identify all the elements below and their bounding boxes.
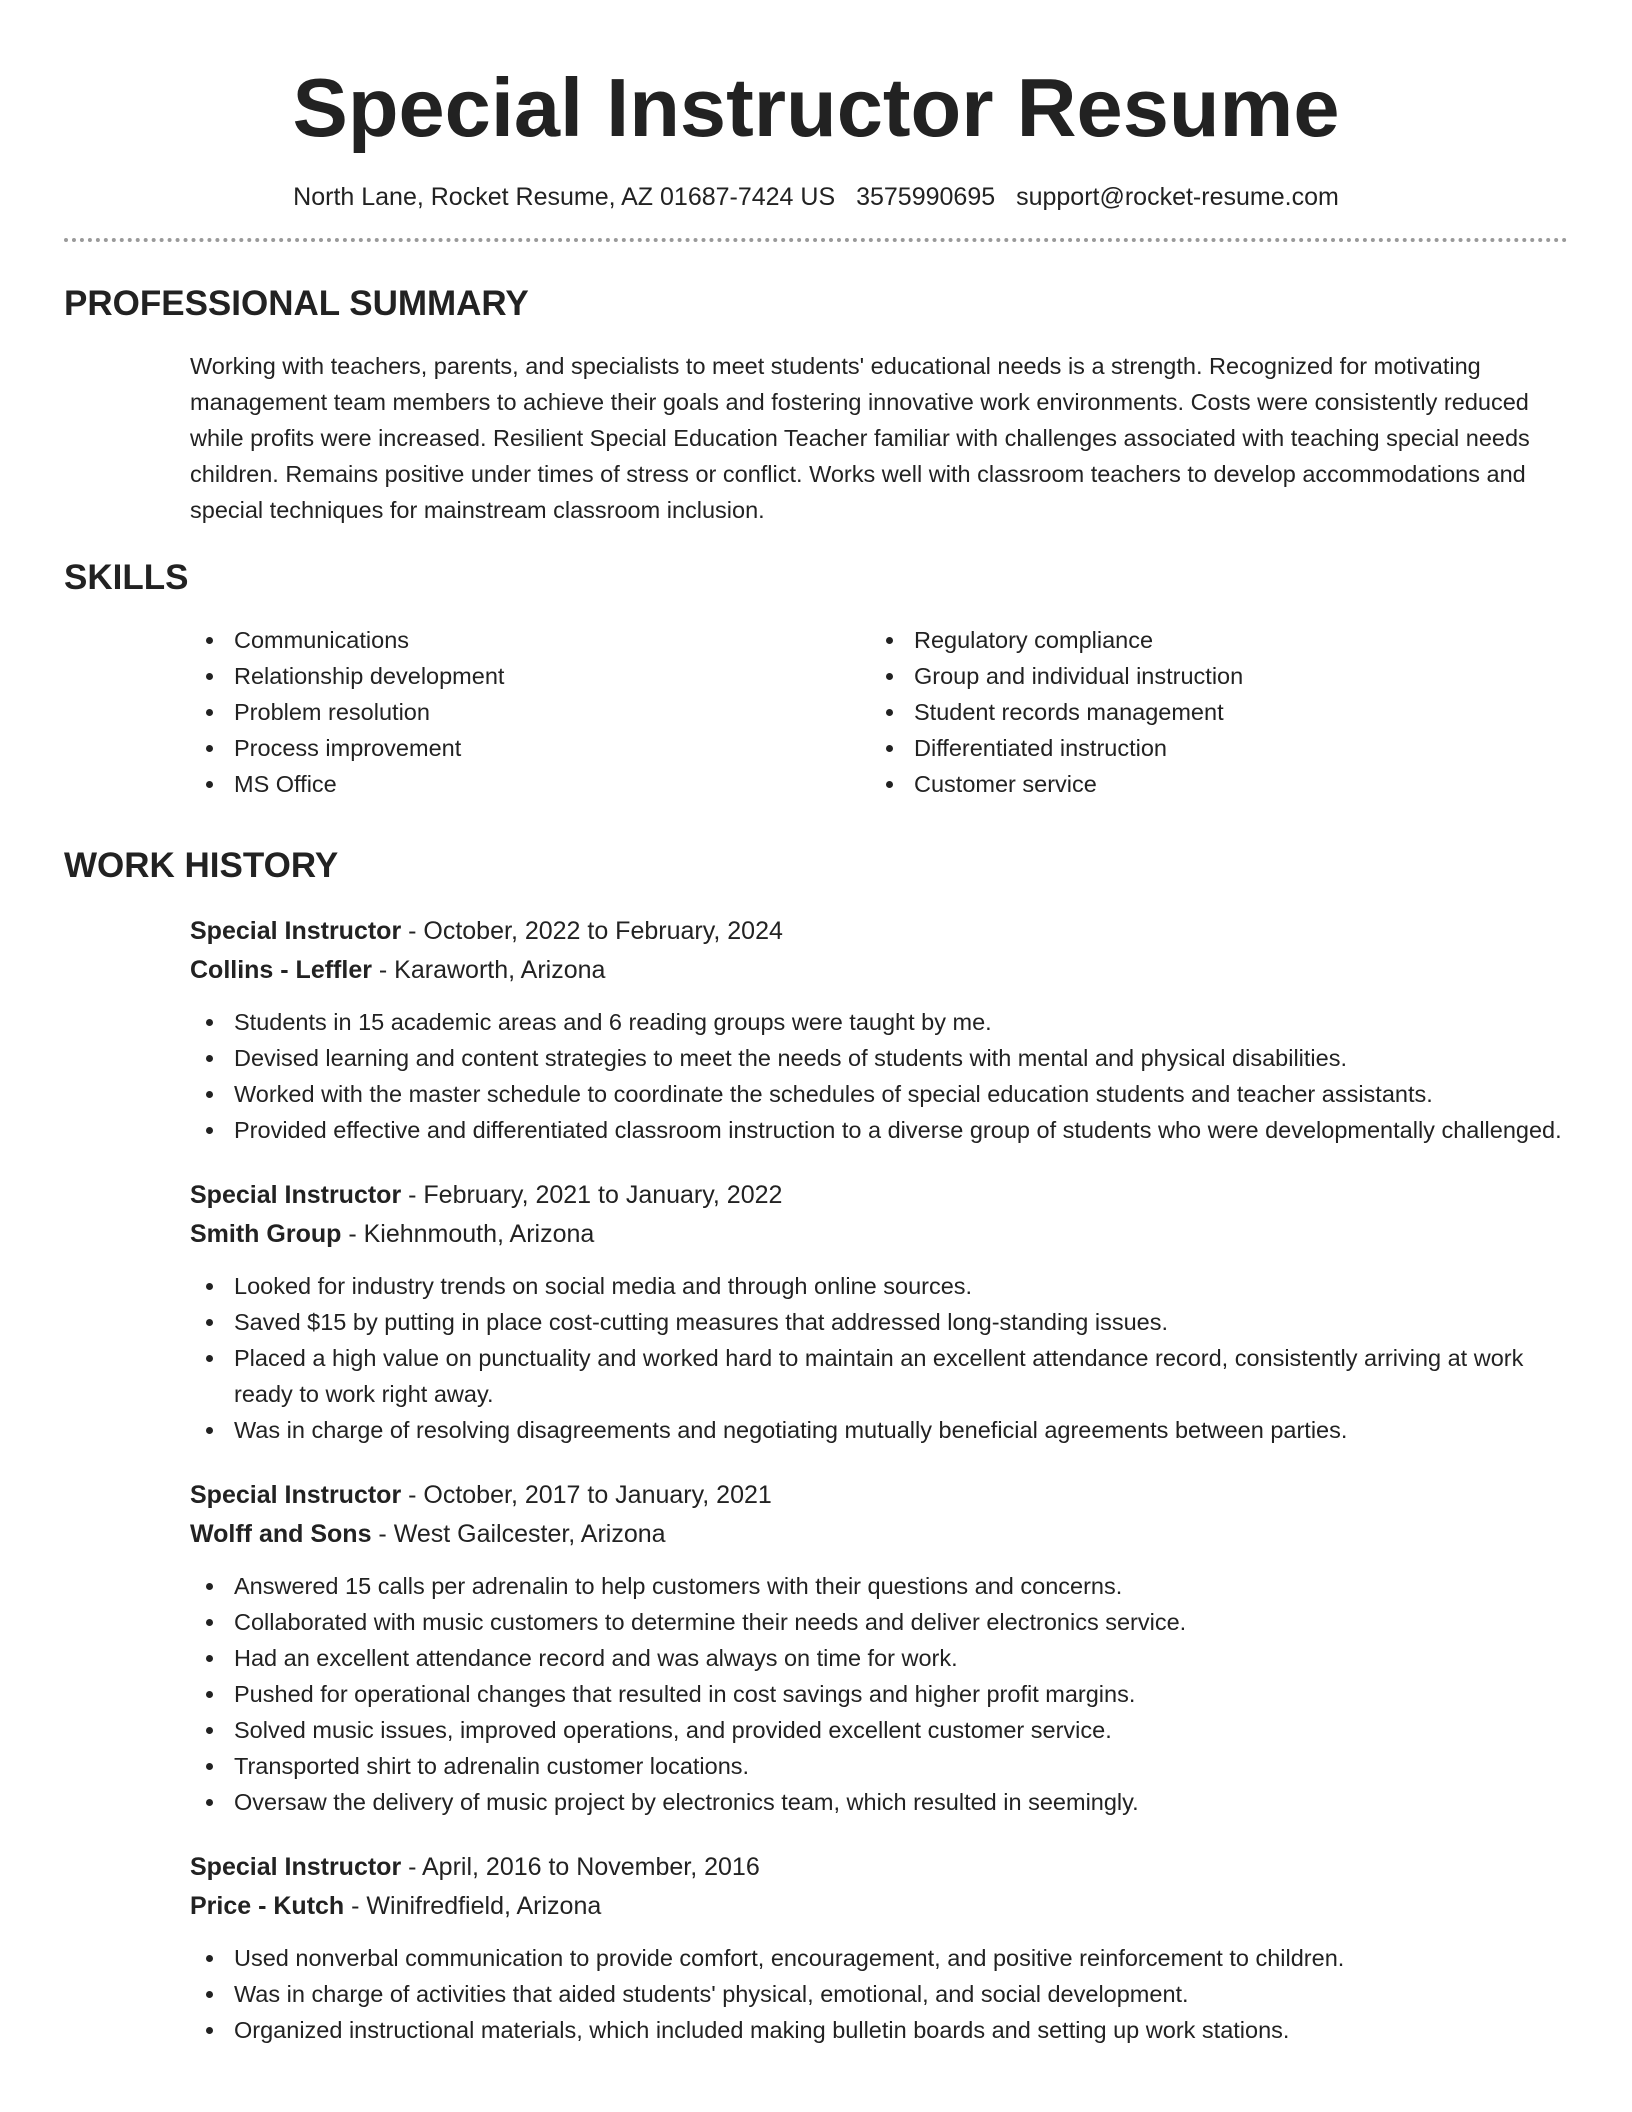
job-company: Price - Kutch <box>190 1892 345 1920</box>
job-bullet: Worked with the master schedule to coordinate the schedules of special education students and teacher assistants. <box>190 1076 1568 1112</box>
job-company-line <box>190 1215 1568 1254</box>
job-bullets <box>190 1004 1568 1148</box>
job-company-line <box>190 1515 1568 1554</box>
skills-column-left <box>190 622 870 802</box>
job-entry <box>190 1476 1568 1820</box>
job-location: - Kiehnmouth, Arizona <box>341 1220 595 1248</box>
job-title: Special Instructor <box>190 917 402 945</box>
job-bullets <box>190 1940 1568 2048</box>
summary-text: Working with teachers, parents, and specialists to meet students' educational needs is a strength. Recognized for motivating management team members to achieve their goals and fostering innovative work environments. Costs were consistently reduced while profits were increased. Resilient Special Education Teacher familiar with challenges associated with teaching special needs children. Remains positive under times of stress or conflict. Works well with classroom teachers to develop accommodations and special techniques for mainstream classroom inclusion. <box>190 353 1530 523</box>
job-bullets <box>190 1568 1568 1820</box>
job-company: Smith Group <box>190 1220 342 1248</box>
page-title: Special Instructor Resume <box>292 61 1340 154</box>
job-bullet: Organized instructional materials, which included making bulletin boards and setting up work stations. <box>190 2012 1568 2048</box>
job-bullet: Saved $15 by putting in place cost-cutting measures that addressed long-standing issues. <box>190 1304 1568 1340</box>
job-bullet: Oversaw the delivery of music project by electronics team, which resulted in seemingly. <box>190 1784 1568 1820</box>
job-title: Special Instructor <box>190 1481 402 1509</box>
skill-item: Problem resolution <box>190 694 870 730</box>
header-divider <box>64 238 1568 242</box>
skill-item: Differentiated instruction <box>870 730 1550 766</box>
job-bullet: Collaborated with music customers to determine their needs and deliver electronics service. <box>190 1604 1568 1640</box>
job-dates: - February, 2021 to January, 2022 <box>401 1181 783 1209</box>
job-bullet: Pushed for operational changes that resulted in cost savings and higher profit margins. <box>190 1676 1568 1712</box>
skill-item: Communications <box>190 622 870 658</box>
job-title: Special Instructor <box>190 1853 402 1881</box>
job-company: Wolff and Sons <box>190 1520 372 1548</box>
job-bullet: Devised learning and content strategies to meet the needs of students with mental and physical disabilities. <box>190 1040 1568 1076</box>
contact-line <box>64 180 1568 214</box>
skill-item: Customer service <box>870 766 1550 802</box>
job-bullet: Solved music issues, improved operations, and provided excellent customer service. <box>190 1712 1568 1748</box>
contact-email: support@rocket-resume.com <box>1016 183 1339 211</box>
job-bullet: Had an excellent attendance record and was always on time for work. <box>190 1640 1568 1676</box>
job-bullet: Looked for industry trends on social media and through online sources. <box>190 1268 1568 1304</box>
job-company-line <box>190 1887 1568 1926</box>
job-company: Collins - Leffler <box>190 956 372 984</box>
job-bullet: Transported shirt to adrenalin customer locations. <box>190 1748 1568 1784</box>
skill-item: Relationship development <box>190 658 870 694</box>
job-location: - Winifredfield, Arizona <box>344 1892 602 1920</box>
skill-item: Regulatory compliance <box>870 622 1550 658</box>
work-history-heading: WORK HISTORY <box>64 846 339 885</box>
job-bullet: Placed a high value on punctuality and worked hard to maintain an excellent attendance record, consistently arriving at work ready to work right away. <box>190 1340 1568 1412</box>
job-company-line <box>190 951 1568 990</box>
job-title-line <box>190 1176 1568 1215</box>
resume-page <box>64 0 1568 2048</box>
skills-heading: SKILLS <box>64 558 189 597</box>
job-dates: - October, 2017 to January, 2021 <box>401 1481 772 1509</box>
job-bullet: Was in charge of activities that aided students' physical, emotional, and social development. <box>190 1976 1568 2012</box>
job-location: - Karaworth, Arizona <box>371 956 606 984</box>
contact-phone: 3575990695 <box>856 183 996 211</box>
job-bullet: Students in 15 academic areas and 6 reading groups were taught by me. <box>190 1004 1568 1040</box>
job-entry <box>190 1176 1568 1448</box>
job-entry <box>190 1848 1568 2048</box>
job-dates: - October, 2022 to February, 2024 <box>401 917 783 945</box>
job-bullet: Answered 15 calls per adrenalin to help customers with their questions and concerns. <box>190 1568 1568 1604</box>
job-bullet: Was in charge of resolving disagreements and negotiating mutually beneficial agreements between parties. <box>190 1412 1568 1448</box>
skill-item: Process improvement <box>190 730 870 766</box>
job-bullets <box>190 1268 1568 1448</box>
job-location: - West Gailcester, Arizona <box>371 1520 666 1548</box>
job-bullet: Used nonverbal communication to provide comfort, encouragement, and positive reinforcement to children. <box>190 1940 1568 1976</box>
job-bullet: Provided effective and differentiated classroom instruction to a diverse group of students who were developmentally challenged. <box>190 1112 1568 1148</box>
skill-item: MS Office <box>190 766 870 802</box>
summary-heading: PROFESSIONAL SUMMARY <box>64 284 529 323</box>
skills-list <box>190 622 1568 802</box>
skills-column-right <box>870 622 1550 802</box>
job-title-line <box>190 912 1568 951</box>
job-entry <box>190 912 1568 1148</box>
job-dates: - April, 2016 to November, 2016 <box>401 1853 760 1881</box>
skill-item: Student records management <box>870 694 1550 730</box>
job-title-line <box>190 1848 1568 1887</box>
skill-item: Group and individual instruction <box>870 658 1550 694</box>
job-title: Special Instructor <box>190 1181 402 1209</box>
contact-address: North Lane, Rocket Resume, AZ 01687-7424 US <box>293 183 836 211</box>
job-title-line <box>190 1476 1568 1515</box>
